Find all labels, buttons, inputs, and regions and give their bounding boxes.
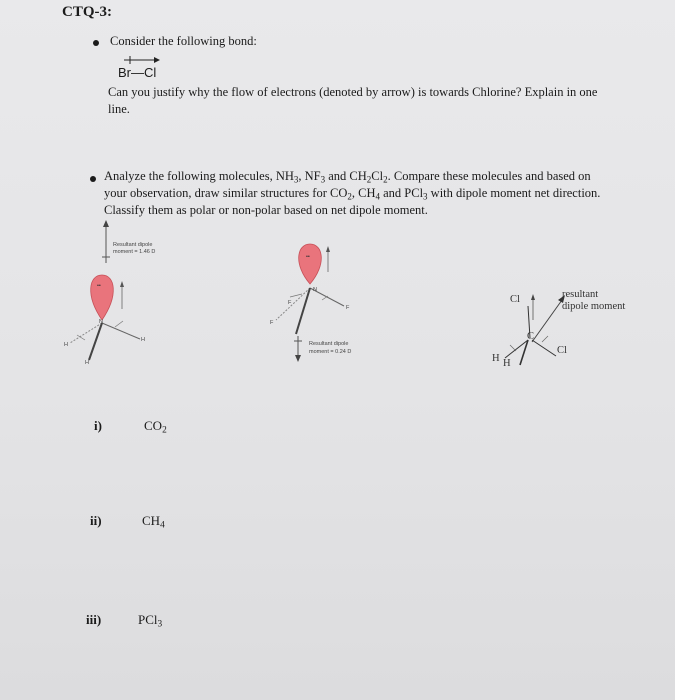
bond-line: — xyxy=(131,65,144,80)
item-2-numeral: ii) xyxy=(90,513,102,528)
bullet-1 xyxy=(93,40,99,46)
ch2cl2-label-line2: dipole moment xyxy=(562,301,626,312)
nf3-atom-n: N xyxy=(313,287,317,293)
item-1-numeral: i) xyxy=(94,418,102,433)
bullet-2 xyxy=(90,176,96,182)
q1-prompt: Consider the following bond: xyxy=(110,34,257,48)
q2-line2: your observation, draw similar structures for $CO_2$, $CH_4$ and PCl$_3$ with dipole moment net direction. xyxy=(104,186,601,202)
ch2cl2-atom-cl2: Cl xyxy=(557,345,567,356)
q2-line3: Classify them as polar or non-polar based on net dipole moment. xyxy=(104,203,428,217)
ch2cl2-label-line1: resultant xyxy=(562,289,599,300)
nh3-atom-h3: H xyxy=(85,360,89,366)
br-cl-bond xyxy=(118,52,178,82)
nf3-atom-f1: F xyxy=(346,305,350,311)
ch2cl2-atom-h2: H xyxy=(503,358,511,369)
atom-br: Br xyxy=(118,65,131,80)
nf3-atom-f2: F xyxy=(270,320,274,326)
lone-pair-lobe-icon xyxy=(91,275,114,320)
nf3-lone-pair: •• xyxy=(306,254,310,260)
nh3-diagram xyxy=(55,215,195,370)
nh3-atom-n: N xyxy=(99,319,103,325)
nf3-atom-f3: F xyxy=(288,300,292,306)
ch2cl2-atom-cl1: Cl xyxy=(510,294,520,305)
nh3-atom-h1: H xyxy=(141,337,145,343)
page-title: CTQ-3: xyxy=(62,4,112,20)
q1-question-line1: Can you justify why the flow of electrons (denoted by arrow) is towards Chlorine? Explain in one xyxy=(108,85,598,99)
ch2cl2-structure xyxy=(470,280,670,380)
lone-pair-lobe-icon xyxy=(299,244,322,284)
nh3-atom-h2: H xyxy=(64,342,68,348)
item-3-numeral: iii) xyxy=(86,612,102,627)
nh3-structure xyxy=(55,215,195,370)
item-3-formula: PCl$_3$ xyxy=(138,612,163,630)
nf3-annotation-line1: Resultant dipole xyxy=(309,341,349,347)
ch2cl2-atom-c: C xyxy=(527,331,535,342)
bond-formula xyxy=(118,65,156,80)
nh3-annotation-line1: Resultant dipole xyxy=(113,242,153,248)
q2-line1: Analyze the following molecules, $NH_3$, $NF_3$ and $CH_2Cl_2$. Compare these molecules and based on xyxy=(104,169,591,185)
nh3-lone-pair: •• xyxy=(97,283,101,289)
ch2cl2-atom-h1: H xyxy=(492,353,500,364)
item-2-formula: $CH_4$ xyxy=(142,513,165,531)
nf3-structure xyxy=(258,242,388,367)
nf3-annotation-line2: moment = 0.24 D xyxy=(309,349,352,355)
dipole-arrow-icon xyxy=(118,52,178,66)
q1-question-line2: line. xyxy=(108,102,130,116)
atom-cl: Cl xyxy=(144,65,157,80)
nh3-annotation-line2: moment = 1.46 D xyxy=(113,249,156,255)
item-1-formula: $CO_2$ xyxy=(144,418,167,436)
